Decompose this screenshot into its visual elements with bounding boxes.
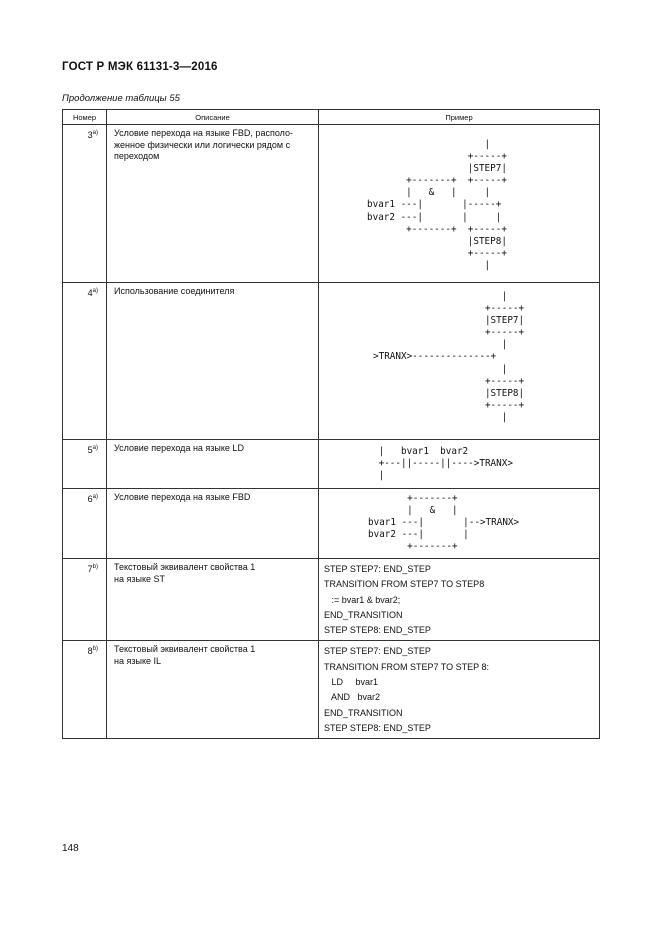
description-text: Условие перехода на языке FBD, располо- женное физически или логически рядом с переходом [114,128,293,161]
ld-diagram: | bvar1 bvar2 +---||-----||---->TRANX> | [378,446,513,482]
table-header-row [63,110,600,125]
table-row [63,641,600,739]
code-line: END_TRANSITION [324,707,403,718]
table-row [63,440,600,489]
code-line: STEP STEP8: END_STEP [324,722,431,733]
table-row [63,559,600,641]
footnote-mark: b) [92,646,98,653]
row-example [319,641,600,739]
code-line: END_TRANSITION [324,609,403,620]
row-number-value: 5 [87,445,93,455]
row-example [319,489,600,559]
fbd-transition-diagram: +-------+ | & | bvar1 ---| |-->TRANX> bvar2 ---| | +-------+ [368,493,520,553]
row-number [63,641,107,739]
code-line: STEP STEP7: END_STEP [324,646,431,657]
code-line: STEP STEP8: END_STEP [324,625,431,636]
code-line: LD bvar1 [324,677,379,688]
row-number [63,489,107,559]
st-code [319,559,599,640]
code-line: := bvar1 & bvar2; [324,594,401,605]
description-text: Условие перехода на языке LD [114,443,244,453]
row-description [107,489,319,559]
description-text: Использование соединителя [114,286,235,296]
row-example [319,125,600,283]
table-row [63,489,600,559]
row-number-value: 7 [87,564,93,574]
il-code [319,641,599,738]
code-line: TRANSITION FROM STEP7 TO STEP 8: [324,661,490,672]
description-text: Текстовый эквивалент свойства 1 на языке IL [114,644,256,666]
connector-diagram: | +-----+ |STEP7| +-----+ | >TRANX>--------------+ | +-----+ |STEP8| +-----+ | [373,291,525,423]
row-number-value: 6 [87,494,93,504]
code-line: TRANSITION FROM STEP7 TO STEP8 [324,579,485,590]
footnote-mark: a) [92,494,98,500]
table-row [63,125,600,283]
footnote-mark: a) [92,445,98,451]
standard-table [62,109,600,739]
row-description [107,125,319,283]
fbd-diagram: | +-----+ |STEP7| +-------+ +-----+ | & | | bvar1 ---| |-----+ bvar2 ---| | | +-------+ +-----+ |STEP8| +-----+ | [367,139,507,271]
row-number-value: 4 [87,288,93,298]
row-number-value: 3 [87,130,93,140]
row-description [107,283,319,440]
column-header-number: Номер [63,110,107,125]
table-row [63,283,600,440]
description-text: Текстовый эквивалент свойства 1 на языке ST [114,562,256,584]
document-header: ГОСТ Р МЭК 61131-3—2016 [62,61,218,73]
table-caption: Продолжение таблицы 55 [62,93,180,104]
page-number: 148 [62,843,79,854]
row-example [319,283,600,440]
column-header-description: Описание [107,110,319,125]
row-description [107,641,319,739]
footnote-mark: a) [92,130,98,136]
row-description [107,440,319,489]
footnote-mark: a) [92,288,98,294]
code-line: STEP STEP7: END_STEP [324,564,431,574]
footnote-mark: b) [92,564,98,570]
row-number [63,559,107,641]
row-description [107,559,319,641]
code-line: AND bvar2 [324,692,381,703]
row-number [63,283,107,440]
row-number-value: 8 [87,646,93,657]
description-text: Условие перехода на языке FBD [114,492,251,502]
row-example [319,559,600,641]
row-number [63,125,107,283]
column-header-example: Пример [319,110,600,125]
row-number [63,440,107,489]
row-example [319,440,600,489]
